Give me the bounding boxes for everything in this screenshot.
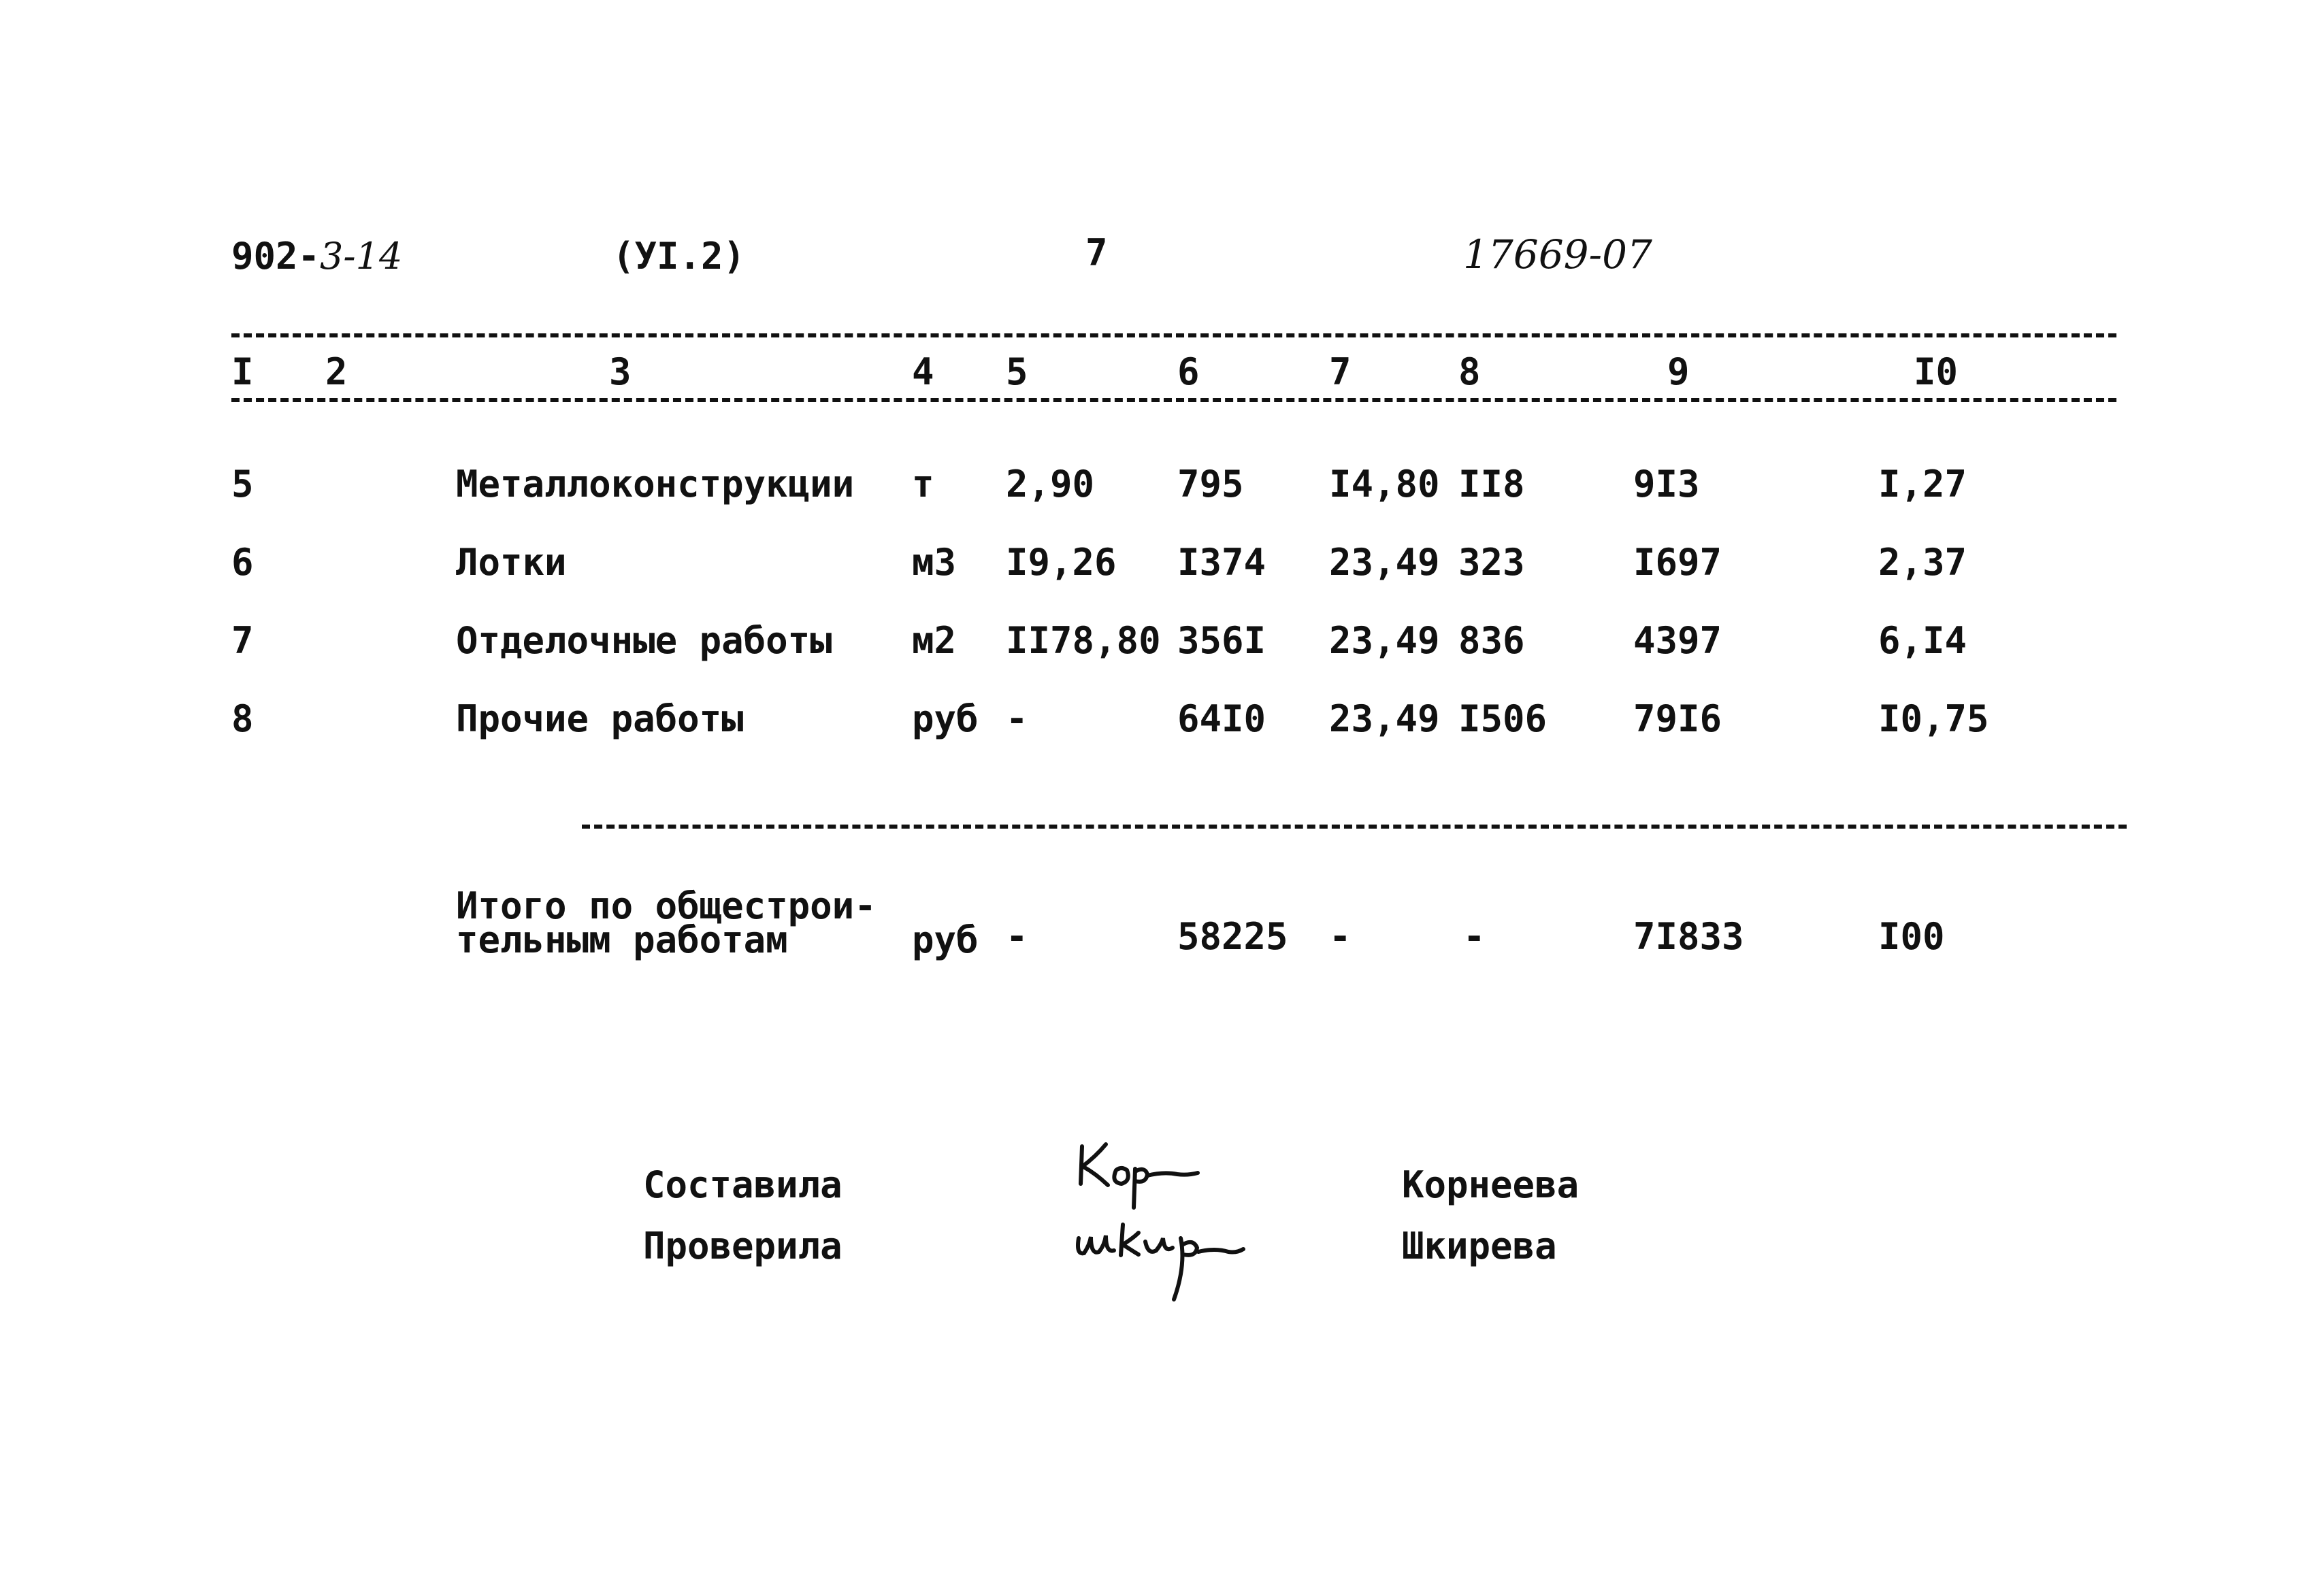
- row-name: Прочие работы: [456, 697, 744, 740]
- row-name: Лотки: [456, 541, 567, 584]
- row-unit: руб: [912, 697, 979, 740]
- row-col7: 23,49: [1329, 619, 1440, 662]
- section-number: (УI.2): [612, 235, 746, 278]
- column-header-5: 5: [1006, 350, 1028, 393]
- row-col7: 23,49: [1329, 541, 1440, 584]
- signer-name: Шкирева: [1402, 1225, 1557, 1267]
- totals-label-line2: тельным работам: [456, 918, 788, 961]
- handwritten-signature: [1072, 1218, 1249, 1306]
- header-rule-bottom: [231, 398, 2116, 402]
- header-rule-top: [231, 333, 2116, 337]
- row-col5: I9,26: [1006, 541, 1117, 584]
- row-col9: I697: [1633, 541, 1722, 584]
- row-unit: м3: [912, 541, 957, 584]
- column-header-3: 3: [609, 350, 632, 393]
- row-number: 8: [231, 697, 254, 740]
- totals-rule: [582, 825, 2127, 829]
- row-number: 6: [231, 541, 254, 584]
- row-col5: 2,90: [1006, 463, 1095, 505]
- totals-col5: -: [1006, 915, 1028, 958]
- document-number-handwritten: 17669-07: [1463, 231, 1652, 278]
- signer-name: Корнеева: [1402, 1163, 1580, 1206]
- row-col6: 64I0: [1177, 697, 1266, 740]
- row-col7: 23,49: [1329, 697, 1440, 740]
- row-col8: 836: [1458, 619, 1525, 662]
- column-header-4: 4: [912, 350, 934, 393]
- row-col9: 4397: [1633, 619, 1722, 662]
- row-col5: -: [1006, 697, 1028, 740]
- row-col10: I0,75: [1878, 697, 1989, 740]
- totals-col10: I00: [1878, 915, 1945, 958]
- row-col7: I4,80: [1329, 463, 1440, 505]
- column-header-9: 9: [1667, 350, 1690, 393]
- row-col8: 323: [1458, 541, 1525, 584]
- doc-code-handwritten: 3-14: [320, 235, 403, 278]
- column-header-6: 6: [1177, 350, 1200, 393]
- signature-role: Проверила: [643, 1225, 842, 1267]
- row-col6: 356I: [1177, 619, 1266, 662]
- row-col9: 9I3: [1633, 463, 1700, 505]
- row-number: 7: [231, 619, 254, 662]
- row-col10: 2,37: [1878, 541, 1967, 584]
- totals-col8: -: [1463, 915, 1486, 958]
- handwritten-signature: [1068, 1136, 1205, 1211]
- row-col8: II8: [1458, 463, 1525, 505]
- row-col10: I,27: [1878, 463, 1967, 505]
- row-col6: I374: [1177, 541, 1266, 584]
- column-header-10: I0: [1914, 350, 1959, 393]
- totals-label-line1: Итого по общестрои-: [456, 884, 877, 927]
- column-header-2: 2: [325, 350, 348, 393]
- row-name: Отделочные работы: [456, 619, 832, 662]
- row-unit: т: [912, 463, 934, 505]
- column-header-7: 7: [1329, 350, 1352, 393]
- column-header-1: I: [231, 350, 254, 393]
- totals-col7: -: [1329, 915, 1352, 958]
- totals-col6: 58225: [1177, 915, 1288, 958]
- column-header-8: 8: [1458, 350, 1481, 393]
- row-col8: I506: [1458, 697, 1548, 740]
- row-col5: II78,80: [1006, 619, 1161, 662]
- row-col10: 6,I4: [1878, 619, 1967, 662]
- row-name: Металлоконструкции: [456, 463, 855, 505]
- row-number: 5: [231, 463, 254, 505]
- doc-code-printed: 902-: [231, 235, 321, 278]
- signature-role: Составила: [643, 1163, 842, 1206]
- totals-unit: руб: [912, 918, 979, 961]
- row-col9: 79I6: [1633, 697, 1722, 740]
- doc-code: [231, 235, 403, 278]
- totals-col9: 7I833: [1633, 915, 1744, 958]
- row-unit: м2: [912, 619, 957, 662]
- row-col6: 795: [1177, 463, 1244, 505]
- page-number: 7: [1085, 231, 1108, 274]
